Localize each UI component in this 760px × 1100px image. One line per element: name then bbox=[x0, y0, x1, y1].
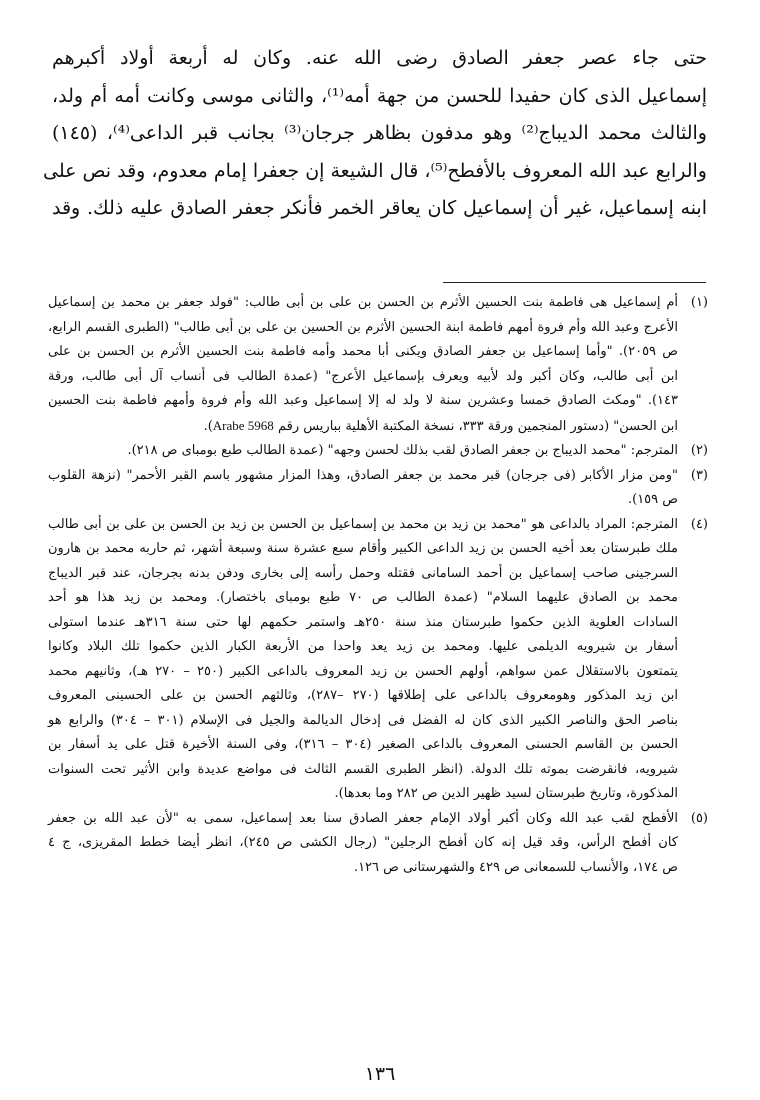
footnote-line: السادات العلوية الذين حكموا طبرستان منذ سنة ٢٥٠هـ واستمر حكمهم لها حتى سنة ٣١٦هـ عندما استولى bbox=[48, 614, 678, 630]
footnote-1 bbox=[48, 291, 708, 439]
footnote-number: (٣) bbox=[690, 467, 708, 483]
footnote-line: محمد بن الصادق عليهما السلام" (عمدة الطالب ص ٧٠ طبع بومباى باختصار). ومحمد بن زيد هذا هو أحد bbox=[48, 590, 679, 605]
footnote-line: المترجم: المراد بالداعى هو "محمد بن زيد بن محمد بن إسماعيل بن الحسن بن زيد بن الحسن بن على بن أبى طالب bbox=[48, 516, 678, 532]
footnote-line: الأفطح لقب عبد الله وكان أكبر أولاد الإمام جعفر الصادق سنا بعد إسماعيل، سمى به "لأن عبد الله بن جعفر bbox=[48, 810, 678, 826]
main-text-line: والرابع عبد الله المعروف بالأفطح⁽⁵⁾، قال الشيعة إن جعفرا إمام معدوم، وقد نص على bbox=[43, 159, 707, 182]
footnote-number: (٥) bbox=[690, 810, 708, 826]
footnote-line: ملك طبرستان بعد أخيه الحسن بن زيد الداعى الكبير وأقام سبع عشرة سنة وسبعة أشهر، ثم حاربه محمد بن هارون bbox=[48, 541, 678, 556]
footnote-line: الأعرج وعبد الله وأم فروة أمهم فاطمة ابنة الحسين الأثرم بن الحسين بن على بن أبى طالب" (الطبرى القسم الرابع، bbox=[48, 319, 678, 335]
footnote-3 bbox=[48, 464, 708, 513]
footnote-tail: ). bbox=[203, 418, 213, 434]
page-number: ١٣٦ bbox=[364, 1063, 396, 1085]
footnote-number: (٢) bbox=[690, 443, 708, 458]
main-text bbox=[43, 40, 707, 228]
footnote-line: شيرويه، فانقرضت بموته تلك الدولة. (انظر الطبرى القسم الثالث فى مواضع عديدة وابن الأثير تحت السنوات bbox=[48, 761, 678, 777]
main-text-line: والثالث محمد الديباج⁽²⁾ وهو مدفون بظاهر جرجان⁽³⁾ بجانب قبر الداعى⁽⁴⁾، (١٤٥) bbox=[52, 122, 707, 144]
footnote-line: ص ١٧٤، والأنساب للسمعانى ص ٤٢٩ والشهرستانى ص ١٢٦. bbox=[353, 859, 678, 875]
footnote-line: يتمتعون بالاستقلال عمن سواهم، أولهم الحسن بن زيد المعروف بالداعى الكبير (٢٥٠ – ٢٧٠ هـ)، وثانيهم محمد bbox=[48, 663, 678, 679]
main-text-line: حتى جاء عصر جعفر الصادق رضى الله عنه. وكان له أربعة أولاد أكبرهم bbox=[52, 47, 707, 69]
main-text-line: إسماعيل الذى كان حفيدا للحسن من جهة أمه⁽¹⁾، والثانى موسى وكانت أمه أم ولد، bbox=[52, 84, 707, 107]
footnote-2 bbox=[48, 439, 708, 464]
footnote-line: المذكورة، وتاريخ طبرستان لسيد ظهير الدين ص ٢٨٢ وما بعدها). bbox=[334, 786, 678, 801]
main-text-line: ابنه إسماعيل، غير أن إسماعيل كان يعاقر الخمر فأنكر جعفر الصادق عليه ذلك. وقد bbox=[52, 197, 707, 219]
footnote-line: ص ١٥٩). bbox=[627, 492, 678, 507]
footnote-line: ١٤٣). "ومكث الصادق خمسا وعشرين سنة لا ولد له إلا إسماعيل وعبد الله وأم فروة وأمهم فاطمة بنت الحسين bbox=[48, 393, 678, 408]
footnote-number: (٤) bbox=[690, 516, 708, 532]
footnote-line: أم إسماعيل هى فاطمة بنت الحسين الأثرم بن الحسن بن على بن أبى طالب: "فولد جعفر بن محمد بن إسماعيل bbox=[48, 295, 678, 310]
footnote-number: (١) bbox=[690, 295, 708, 310]
footnote-line: السرجينى صاحب إسماعيل بن أحمد السامانى فقتله وحمل رأسه إلى بخارى ودفن بدنه بجرجان، عند قبر الديباج bbox=[48, 565, 678, 581]
footnote-line: "ومن مزار الأكابر (فى جرجان) قبر محمد بن جعفر الصادق، وهذا المزار مشهور باسم القبر الأحمر" (نزهة القلوب bbox=[48, 467, 678, 483]
footnote-line-with-reference bbox=[48, 414, 678, 440]
footnote-line: ابن زيد المذكور وهومعروف بالداعى على إطلاقها (٢٧٠ –٢٨٧)، وثالثهم الحسن بن على الحسينى المعروف bbox=[48, 688, 678, 703]
manuscript-reference: Arabe 5968 bbox=[212, 417, 274, 433]
footnotes bbox=[48, 291, 708, 880]
footnote-line: ابن أبى طالب، وكان أكبر ولد لأبيه ويعرف بإسماعيل الأعرج" (عمدة الطالب فى أنساب آل أبى طالب، ورقة bbox=[48, 368, 678, 384]
footnote-text: ابن الحسن" (دستور المنجمين ورقة ٣٣٣، نسخة المكتبة الأهلية بباريس رقم bbox=[277, 418, 678, 434]
footnote-line: بناصر الحق والناصر الكبير الذى كان له الفضل فى إدخال الديالمة والجيل فى الإسلام (٣٠١ – ٣٠٤) والرابع هو bbox=[48, 712, 678, 728]
footnote-line: الحسن بن القاسم الحسنى المعروف بالداعى الصغير (٣٠٤ – ٣١٦)، وفى السنة الأخيرة قتل على يد أسفار بن bbox=[48, 737, 678, 752]
footnote-line: المترجم: "محمد الديباج بن جعفر الصادق لقب بذلك لحسن وجهه" (عمدة الطالب طبع بومباى ص ٢١٨). bbox=[127, 443, 678, 458]
footnote-line: كان أفطح الرأس، وقد قيل إنه كان أفطح الرجلين" (رجال الكشى ص ٢٤٥)، انظر أيضا خطط المقريزى، ج ٤ bbox=[48, 835, 678, 850]
footnote-4 bbox=[48, 513, 708, 807]
footnote-line: أسفار بن شيرويه الديلمى عليها. ومحمد بن زيد يعد واحدا من الأربعة الكبار الذين حكموا تلك البلاد وكانوا bbox=[48, 639, 678, 654]
footnote-separator bbox=[443, 282, 706, 283]
footnote-5 bbox=[48, 807, 708, 881]
footnote-line: ص ٢٠٥٩). "وأما إسماعيل بن جعفر الصادق ويكنى أبا محمد وأمه فاطمة بنت الحسين الأثرم بن الحسن بن على bbox=[48, 344, 678, 359]
